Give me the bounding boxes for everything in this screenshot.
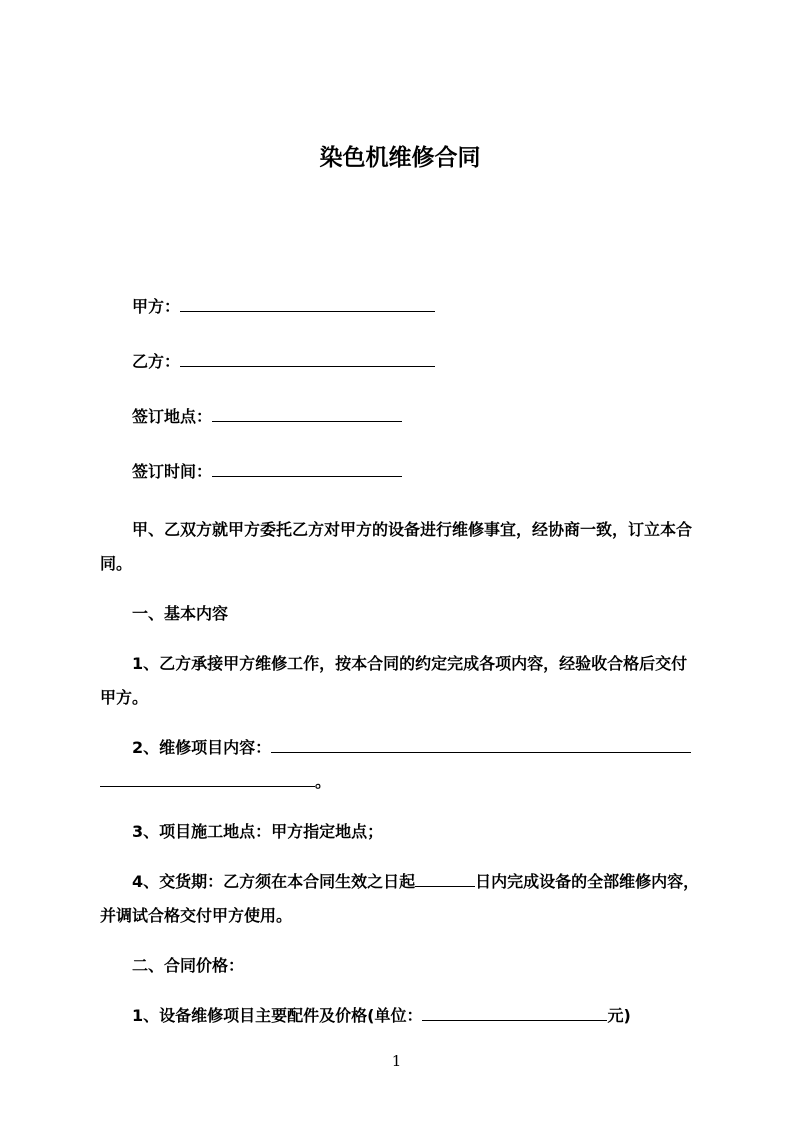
sign-place-row [100,400,700,434]
item-1-3: 3、项目施工地点：甲方指定地点； [132,822,384,841]
sign-time-blank [212,462,402,477]
page-number: 1 [391,1052,402,1070]
item-2-1 [100,999,700,1033]
item-1-4 [100,865,700,933]
section2-heading: 二、合同价格： [132,956,245,975]
item-2-1-text-after: 元) [607,1006,631,1025]
sign-place-label: 签订地点： [132,407,213,426]
item-2-1-blank [422,1006,607,1021]
item-1-2-continuation [100,765,700,799]
item-1-2 [100,731,700,765]
section1-heading: 一、基本内容 [132,604,229,623]
party-b-blank [180,352,435,367]
party-a-row [100,290,700,324]
document-title: 染色机维修合同 [319,145,481,171]
item-1-2-period: 。 [315,772,332,791]
item-1-4-blank [415,872,475,887]
item-1-2-blank-line2 [100,772,315,787]
item-2-1-text-before: 1、设备维修项目主要配件及价格(单位： [132,1006,423,1025]
sign-time-label: 签订时间： [132,462,213,481]
party-b-row [100,345,700,379]
party-b-label: 乙方： [132,352,181,371]
item-1-1: 1、乙方承接甲方维修工作，按本合同的约定完成各项内容，经验收合格后交付甲方。 [100,654,688,707]
item-1-4-text-after: 日内完成设备的全部维修内容，并调试合格交付甲方使用。 [100,872,700,925]
item-1-2-label: 2、维修项目内容： [132,738,272,757]
intro-paragraph: 甲、乙双方就甲方委托乙方对甲方的设备进行维修事宜，经协商一致，订立本合同。 [100,520,693,573]
sign-place-blank [212,407,402,422]
sign-time-row [100,455,700,489]
item-1-4-text-before: 4、交货期：乙方须在本合同生效之日起 [132,872,416,891]
party-a-label: 甲方： [132,297,181,316]
party-a-blank [180,297,435,312]
item-1-2-blank-line1 [271,738,691,753]
